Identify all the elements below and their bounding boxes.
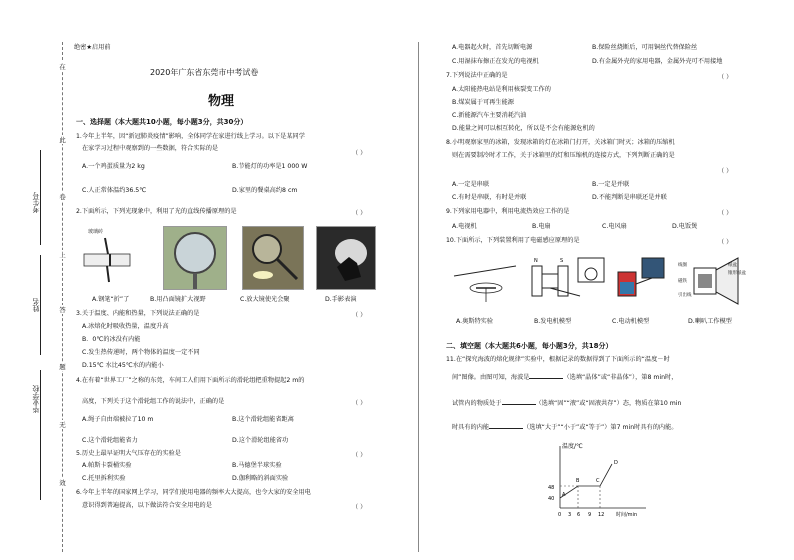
q8-option-b[interactable]: B.一定是并联 [592, 181, 630, 188]
q9-option-d[interactable]: D.电饭煲 [672, 223, 698, 230]
q3-answer-paren[interactable]: （ ） [352, 312, 367, 319]
graph-point-a: A [562, 492, 566, 498]
q7-stem: 7.下列说法中正确的是 [446, 72, 508, 79]
q10-image-generator [528, 252, 608, 308]
subject-title: 物理 [208, 94, 235, 109]
q5-option-a[interactable]: A.帕斯卡裂桶实验 [82, 462, 132, 469]
graph-xtick-9: 9 [588, 512, 592, 518]
q6-answer-paren[interactable]: （ ） [352, 504, 367, 511]
q6-stem-line1: 6.今年上半年的国家网上学习，同学们使用电器的频率大大提高，也令大家的安全用电 [76, 489, 311, 496]
section-choice-heading: 一、选择题（本大题共10小题，每小题3分，共30分） [76, 118, 248, 126]
q11-line3-b: （选填“固”“液”或“固液共存”）态，物质在第10 min [535, 400, 682, 407]
q11-line4-a: 时具有的内能 [452, 424, 490, 431]
graph-point-d: D [614, 460, 618, 466]
q7-answer-paren[interactable]: （ ） [718, 74, 733, 81]
q10-stem: 10.下面所示，下列装置利用了电磁感应原理的是 [446, 237, 580, 244]
q11-line3 [452, 398, 681, 408]
graph-xtick-12: 12 [598, 512, 605, 518]
q5-option-b[interactable]: B.马德堡半球实验 [232, 462, 282, 469]
q2-image-magnifier [242, 226, 304, 290]
q2-image-a-label: 玻璃砖 [88, 229, 104, 235]
q10-option-d[interactable]: D.喇叭工作模型 [688, 318, 732, 325]
q4-stem-line2: 高度，下列关于这个滑轮组工作的说法中，正确的是 [82, 398, 225, 405]
q4-option-d[interactable]: D.这个滑轮组能省功 [232, 437, 289, 444]
q3-option-b[interactable]: B．0℃的冰没有内能 [82, 336, 141, 343]
q2-option-d[interactable]: D.手影表演 [325, 296, 357, 303]
q2-stem: 2.下面所示，下列光现象中，利用了光的直线传播原理的是 [76, 208, 237, 215]
graph-point-b: B [576, 478, 580, 484]
q9-option-c[interactable]: C.电风扇 [602, 223, 627, 230]
q11-line4 [452, 422, 678, 432]
graph-xtick-0: 0 [558, 512, 562, 518]
graph-point-c: C [596, 478, 600, 484]
motor-figure [612, 252, 668, 308]
q4-answer-paren[interactable]: （ ） [352, 400, 367, 407]
field-label-candidate-number: 考生号 [32, 192, 40, 213]
seal-char: 此 [59, 136, 66, 144]
q8-answer-paren[interactable]: （ ） [718, 168, 733, 175]
q5-answer-paren[interactable]: （ ） [352, 452, 367, 459]
column-divider [418, 42, 419, 552]
q9-option-b[interactable]: B.电扇 [532, 223, 551, 230]
q2-image-hand-shadow [316, 226, 376, 290]
svg-text:S: S [560, 258, 564, 264]
q1-stem-line2: 在家学习过程中观察到的一些数据，符合实际的是 [82, 145, 219, 152]
q7-option-c[interactable]: C.新能源汽车主要消耗汽油 [452, 112, 527, 119]
seal-char: 卷 [59, 193, 66, 201]
q11-line4-b: （选填“大于”“小于”或“等于”）第7 min时具有的内能。 [523, 424, 678, 431]
q11-blank-1[interactable] [529, 372, 563, 379]
q8-option-d[interactable]: D.不能判断是串联还是并联 [592, 194, 667, 201]
hand-shadow-figure [317, 227, 375, 289]
exam-title: 2020年广东省东莞市中考试卷 [150, 68, 259, 77]
seal-char: 上 [59, 251, 66, 259]
q6-stem-line2: 意识得到普遍提高，以下做法符合安全用电的是 [82, 502, 212, 509]
q9-answer-paren[interactable]: （ ） [718, 210, 733, 217]
field-line-school[interactable] [40, 370, 42, 500]
q11-line2-b: （选填“晶体”或“非晶体”），第8 min时， [563, 374, 678, 381]
q9-option-a[interactable]: A.电视机 [452, 223, 477, 230]
dashed-seal-line [62, 42, 63, 552]
q11-line1: 11.在“探究海波的熔化规律”实验中，根据记录的数据得到了下面所示的“温度－时 [446, 356, 670, 363]
q10-answer-paren[interactable]: （ ） [718, 239, 733, 246]
q11-blank-3[interactable] [489, 422, 523, 429]
seal-char: 效 [59, 479, 66, 487]
graph-xlabel: 时间/min [616, 512, 638, 518]
seal-char: 无 [59, 421, 66, 429]
q3-option-d[interactable]: D.15℃ 水比45℃水的内能小 [82, 362, 164, 369]
q4-option-c[interactable]: C.这个滑轮组能省力 [82, 437, 138, 444]
q1-option-c[interactable]: C.人正常体温约36.5℃ [82, 187, 147, 194]
q6-option-c[interactable]: C.用湿抹布擦正在发光的电视机 [452, 58, 539, 65]
secret-label: 绝密★启用前 [74, 44, 111, 51]
pen-glass-figure [80, 236, 134, 284]
q3-option-a[interactable]: A.冰熔化时吸收热量，温度升高 [82, 323, 169, 330]
q2-option-b[interactable]: B.用凸面镜扩大视野 [150, 296, 206, 303]
q10-image-speaker [676, 252, 756, 308]
q5-stem: 5.历史上最早证明大气压存在的实验是 [76, 450, 181, 457]
speaker-label-cone: 纸盆 [728, 263, 737, 268]
q11-line2-a: 间”图像。由图可知，海波是 [452, 374, 530, 381]
q4-option-b[interactable]: B.这个滑轮组能省距离 [232, 416, 294, 423]
q11-line3-a: 试管内的物质处于 [452, 400, 502, 407]
q8-stem-line1: 8.小明观察家里的冰箱，发现冰箱的灯在冰箱门打开，关冰箱门时灭；冰箱的压缩机 [446, 139, 675, 146]
graph-xtick-6: 6 [577, 512, 581, 518]
speaker-label-magnet: 磁铁 [678, 279, 687, 284]
oersted-figure [450, 252, 520, 308]
q10-option-c[interactable]: C.电动机模型 [612, 318, 650, 325]
q7-option-d[interactable]: D.能量之间可以相互转化，所以是不会有能源危机的 [452, 125, 595, 132]
q2-image-convex-mirror [163, 226, 227, 290]
seal-char: 题 [59, 363, 66, 371]
q10-option-b[interactable]: B.发电机模型 [534, 318, 572, 325]
q1-stem-line1: 1.今年上半年，因“新冠肺炎疫情”影响，全体同学在家进行线上学习。以下是某同学 [76, 133, 305, 140]
q6-option-a[interactable]: A.电器起火时，首先切断电源 [452, 44, 533, 51]
graph-xtick-3: 3 [568, 512, 572, 518]
q1-option-a[interactable]: A.一个鸡蛋质量为2 kg [82, 163, 145, 170]
q4-stem-line1: 4.在有着“世界工厂”之称的东莞，车间工人们用下面所示的滑轮组把重物提起2 m的 [76, 377, 305, 384]
q5-option-d[interactable]: D.伽利略的斜面实验 [232, 475, 289, 482]
q9-stem: 9.下列家用电器中，利用电流热效应工作的是 [446, 208, 570, 215]
q2-option-c[interactable]: C.放大镜使光会聚 [240, 296, 290, 303]
speaker-label-coil: 线圈 [678, 263, 687, 268]
field-label-school: 毕业学校 [32, 385, 40, 413]
magnifier-figure [243, 227, 303, 289]
q4-option-a[interactable]: A.绳子自由端被拉了10 m [82, 416, 154, 423]
q10-option-a[interactable]: A.奥斯特实验 [456, 318, 494, 325]
field-line-candidate-number[interactable] [40, 150, 42, 245]
q8-option-c[interactable]: C.有时是串联，有时是并联 [452, 194, 527, 201]
seal-char: 在 [59, 63, 66, 71]
melting-graph-svg [538, 440, 648, 518]
convex-mirror-figure [164, 227, 226, 289]
graph-ytick-40: 40 [548, 496, 555, 502]
q6-option-b[interactable]: B.保险丝烧断后，可用铜丝代替保险丝 [592, 44, 698, 51]
q1-option-d[interactable]: D.家里的餐桌高约8 cm [232, 187, 298, 194]
q10-image-oersted [450, 252, 520, 308]
field-line-name[interactable] [40, 255, 42, 355]
q5-option-c[interactable]: C.托里拆利实验 [82, 475, 126, 482]
section-fill-heading: 二、填空题（本大题共6小题，每小题3分，共18分） [446, 342, 613, 350]
seal-char: 答 [59, 306, 66, 314]
speaker-label-cone-structure: 锥形纸盆 [728, 271, 746, 276]
speaker-figure [676, 252, 756, 308]
q10-image-motor [612, 252, 668, 308]
graph-ylabel: 温度/℃ [562, 443, 583, 450]
q8-stem-line2: 则在需要制冷时才工作，关于冰箱里的灯和压缩机的连接方式，下列判断正确的是 [452, 152, 675, 159]
q11-line2 [452, 372, 677, 382]
q1-answer-paren[interactable]: （ ） [352, 150, 367, 157]
svg-text:N: N [534, 258, 538, 264]
q7-option-a[interactable]: A.太阳能热电站是利用核裂变工作的 [452, 86, 551, 93]
field-label-name: 姓名 [32, 298, 40, 312]
q6-option-d[interactable]: D.有金属外壳的家用电器，金属外壳可不用接地 [592, 58, 723, 65]
q7-option-b[interactable]: B.煤炭属于可再生能源 [452, 99, 514, 106]
q3-option-c[interactable]: C.发生热传递时，两个物体的温度一定不同 [82, 349, 200, 356]
generator-figure [528, 252, 608, 308]
q2-image-pen-in-glass [80, 236, 134, 284]
speaker-label-lead: 引出线 [678, 293, 692, 298]
q1-option-b[interactable]: B.节能灯的功率是1 000 W [232, 163, 308, 170]
q11-blank-2[interactable] [502, 398, 536, 405]
q3-stem: 3.关于温度、内能和热量，下列说法正确的是 [76, 310, 200, 317]
q8-option-a[interactable]: A.一定是串联 [452, 181, 490, 188]
q2-answer-paren[interactable]: （ ） [352, 210, 367, 217]
graph-ytick-48: 48 [548, 485, 555, 491]
melting-graph [538, 440, 648, 518]
q2-option-a[interactable]: A.钢笔“折”了 [92, 296, 130, 303]
